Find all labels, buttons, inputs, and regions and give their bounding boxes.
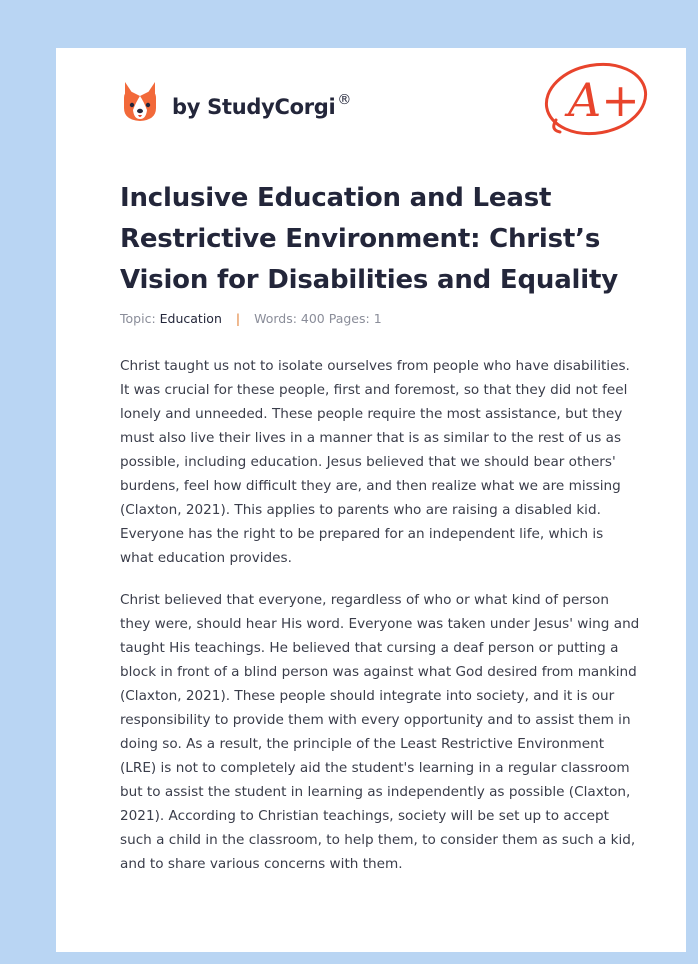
corgi-icon	[120, 78, 160, 124]
topic-link[interactable]: Education	[159, 311, 222, 326]
meta-separator: |	[235, 311, 241, 326]
essay-page	[56, 48, 686, 952]
brand-name[interactable]: by StudyCorgi ®	[172, 91, 352, 119]
page-count: Pages: 1	[328, 311, 382, 326]
grade-text: A+	[568, 73, 640, 127]
topic-label: Topic:	[120, 311, 156, 326]
essay-paragraph: Christ believed that everyone, regardless of who or what kind of person they were, should hear His word. Everyone was taken under Jesus' wing and taught His teachings. He believed that cursing a deaf person or putting a block in front of a blind person was against what God desired from mankind (Claxton, 2021). These people should integrate into society, and it is our responsibility to provide them with every opportunity and to assist them in doing so. As a result, the principle of the Least Restrictive Environment (LRE) is not to completely aid the student's learning in a regular classroom but to assist the student in learning as independently as possible (Claxton, 2021). According to Christian teachings, society will be set up to accept such a child in the classroom, to help them, to consider them as such a kid, and to share various concerns with them.	[120, 592, 640, 872]
grade-stamp-icon	[538, 58, 650, 140]
word-count: Words: 400	[254, 311, 325, 326]
registered-mark: ®	[337, 91, 352, 108]
essay-body	[120, 354, 640, 894]
essay-paragraph: Christ taught us not to isolate ourselves from people who have disabilities. It was crucial for these people, first and foremost, so that they did not feel lonely and unneeded. These people require the most assistance, but they must also live their lives in a manner that is as similar to the rest of us as possible, including education. Jesus believed that we should bear others' burdens, feel how difficult they are, and then realize what we are missing (Claxton, 2021). This applies to parents who are raising a disabled kid. Everyone has the right to be prepared for an independent life, which is what education provides.	[120, 358, 630, 566]
essay-title: Inclusive Education and Least Restrictive Environment: Christ’s Vision for Disabilities and Equality	[120, 183, 618, 295]
site-header	[120, 76, 351, 126]
essay-meta	[120, 311, 382, 326]
